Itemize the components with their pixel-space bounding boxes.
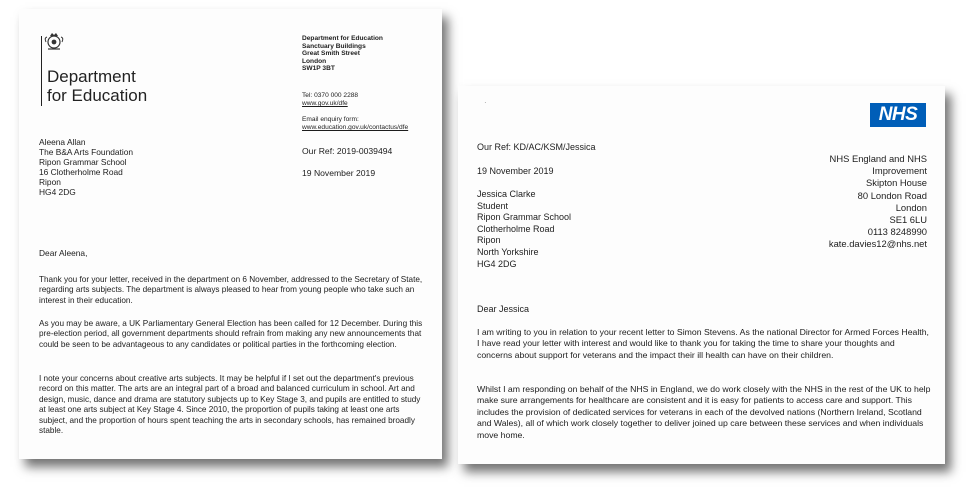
nhs-logo: NHS	[870, 103, 926, 127]
body-paragraph: I am writing to you in relation to your recent letter to Simon Stevens. As the national Director for Armed Forces Health, I have read your letter with interest and would like to thank you for taking the time to share your thoughts and concerns about support for veterans and the impact their ill health can have on their children.	[477, 327, 929, 360]
recipient-address: Jessica Clarke Student Ripon Grammar School Clotherholme Road Ripon North Yorkshire HG4 2DG	[477, 189, 572, 269]
letter-date: 19 November 2019	[477, 166, 554, 176]
body-paragraph: Whilst I am responding on behalf of the NHS in England, we do work closely with the NHS in the rest of the UK to help make sure arrangements for healthcare are consistent and it is easy for patients to access care and support. This includes the provision of dedicated services for veterans in each of the devolved nations (Northern Ireland, Scotland and Wales), all of which work closely together to deliver joined up care between these services and when individuals move home.	[477, 384, 931, 440]
royal-crest-icon	[43, 30, 65, 52]
scan-mark: ·	[484, 98, 487, 107]
enquiry-label: Email enquiry form:	[302, 116, 359, 123]
enquiry-link[interactable]: www.education.gov.uk/contactus/dfe	[302, 124, 409, 131]
salutation: Dear Aleena,	[39, 248, 88, 258]
reference-number: Our Ref: 2019-0039494	[302, 146, 393, 156]
sender-address: Department for Education Sanctuary Buildings Great Smith Street London SW1P 3BT	[302, 35, 383, 73]
body-paragraph: I note your concerns about creative arts subjects. It may be helpful if I set out the department's previous record on this matter. The arts are an integral part of a broad and balanced curriculum in school. Art and design, music, dance and drama are statutory subjects up to Key Stage 3, and pupils are entitled to study at least one arts subject at Key Stage 4. Since 2010, the proportion of pupils taking at least one arts subject, and the proportion of hours spent teaching the arts in secondary schools, has remained broadly stable.	[39, 374, 421, 436]
salutation: Dear Jessica	[477, 304, 530, 314]
recipient-address: Aleena Allan The B&A Arts Foundation Ripon Grammar School 16 Clotherholme Road Ripon HG4 2DG	[39, 137, 134, 197]
body-paragraph: As you may be aware, a UK Parliamentary General Election has been called for 12 December. During this pre-election period, all government departments should refrain from making any new announcements that could be seen to be advantageous to any candidates or political parties in the forthcoming election.	[39, 319, 423, 349]
dfe-letter	[19, 9, 442, 459]
reference-number: Our Ref: KD/AC/KSM/Jessica	[477, 142, 596, 152]
logo-divider	[41, 36, 42, 106]
telephone: Tel: 0370 000 2288	[302, 92, 359, 99]
website-link[interactable]: www.gov.uk/dfe	[302, 100, 348, 107]
letter-date: 19 November 2019	[302, 168, 376, 178]
nhs-letter	[458, 86, 945, 464]
sender-address: NHS England and NHS Improvement Skipton House 80 London Road London SE1 6LU 0113 8248990 kate.davies12@nhs.net	[828, 153, 927, 250]
dfe-logo-text: Department for Education	[47, 67, 148, 105]
body-paragraph: Thank you for your letter, received in the department on 6 November, addressed to the Secretary of State, regarding arts subjects. The department is always pleased to hear from young people who take such an interest in their education.	[39, 275, 423, 305]
